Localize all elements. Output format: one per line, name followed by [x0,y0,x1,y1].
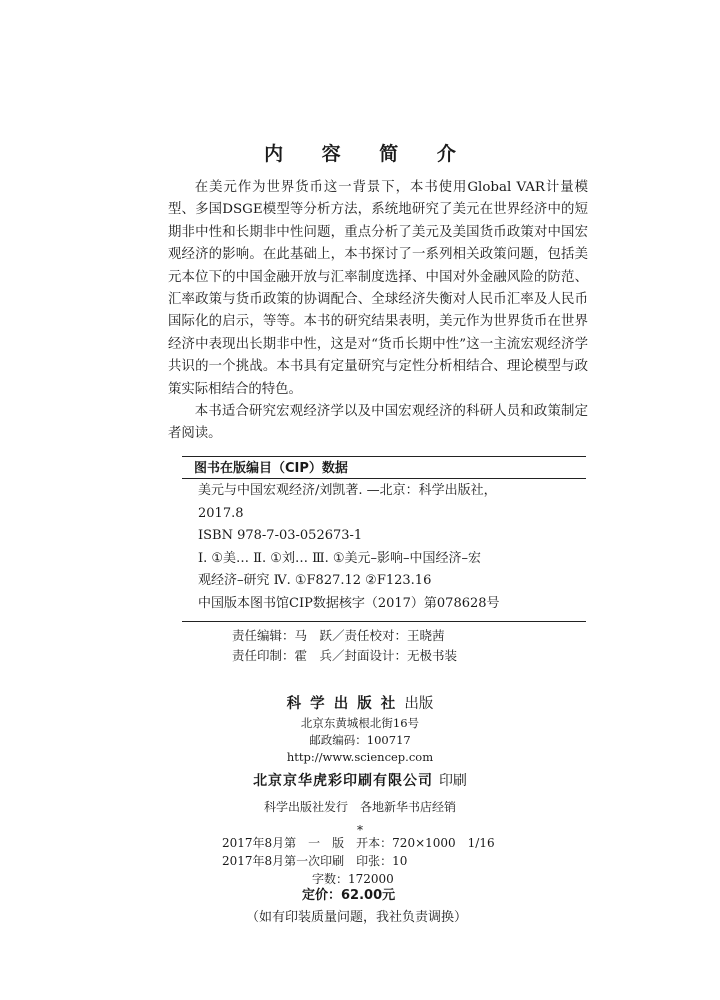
publisher-address: 北京东黄城根北街16号 [300,716,420,730]
cip-record [198,480,578,615]
cip-approval-number: 中国版本图书馆CIP数据核字（2017）第078628号 [198,595,500,611]
credit-editor: 责任编辑：马 跃／责任校对：王晓茜 [232,628,445,643]
edition-line: 2017年8月第 一 版 开本：720×1000 1/16 [222,836,495,850]
publisher-postcode: 邮政编码：100717 [309,733,411,747]
printer-line [0,768,720,794]
publisher-name-suffix: 出版 [404,696,434,712]
quality-notice: （如有印装质量问题，我社负责调换） [246,910,468,925]
publisher-name-line [0,693,720,715]
credit-printing: 责任印制：霍 兵／封面设计：无极书装 [232,648,458,663]
book-summary [168,177,588,446]
distribution-line: 科学出版社发行 各地新华书店经销 [263,800,456,814]
publisher-url: http://www.sciencep.com [286,750,434,764]
printer-name: 北京京华虎彩印刷有限公司 [253,773,434,789]
summary-paragraph-1: 在美元作为世界货币这一背景下，本书使用Global VAR计量模型、多国DSGE模型等分析方法，系统地研究了美元在世界经济中的短期非中性和长期非中性问题，重点分析了美元及美国货币政策对中国宏观经济的影响。在此基础上，本书探讨了一系列相关政策问题，包括美元本位下的中国金融开放与汇率制度选择、中国对外金融风险的防范、汇率政策与货币政策的协调配合、全球经济失衡对人民币汇率及人民币国际化的启示，等等。本书的研究结果表明，美元作为世界货币在世界经济中表现出长期非中性，这是对“货币长期中性”这一主流宏观经济学共识的一个挑战。本书具有定量研究与定性分析相结合、理论模型与政策实际相结合的特色。 [168,180,588,397]
print-run-line: 2017年8月第一次印刷 印张：10 [222,854,408,868]
price-line: 定价：62.00元 [302,888,396,903]
cip-heading: 图书在版编目（CIP）数据 [182,456,586,479]
printer-suffix: 印刷 [438,773,467,789]
cip-bottom-rule [182,621,586,622]
word-count-line: 字数：172000 [312,872,394,886]
cip-line-year: 2017.8 [198,505,244,521]
publisher-block [0,693,720,839]
separator-asterisk: * [357,823,363,837]
page-title: 内 容 简 介 [264,143,472,165]
cip-line-subjects: Ⅰ. ①美… Ⅱ. ①刘… Ⅲ. ①美元–影响–中国经济–宏 [198,550,482,566]
cip-line-classification: 观经济–研究 Ⅳ. ①F827.12 ②F123.16 [198,573,432,588]
cip-line-title: 美元与中国宏观经济/刘凯著. —北京：科学出版社， [198,483,497,498]
cip-line-isbn: ISBN 978-7-03-052673-1 [198,528,363,543]
publisher-name: 科 学 出 版 社 [286,695,398,712]
summary-paragraph-2: 本书适合研究宏观经济学以及中国宏观经济的科研人员和政策制定者阅读。 [168,404,588,442]
